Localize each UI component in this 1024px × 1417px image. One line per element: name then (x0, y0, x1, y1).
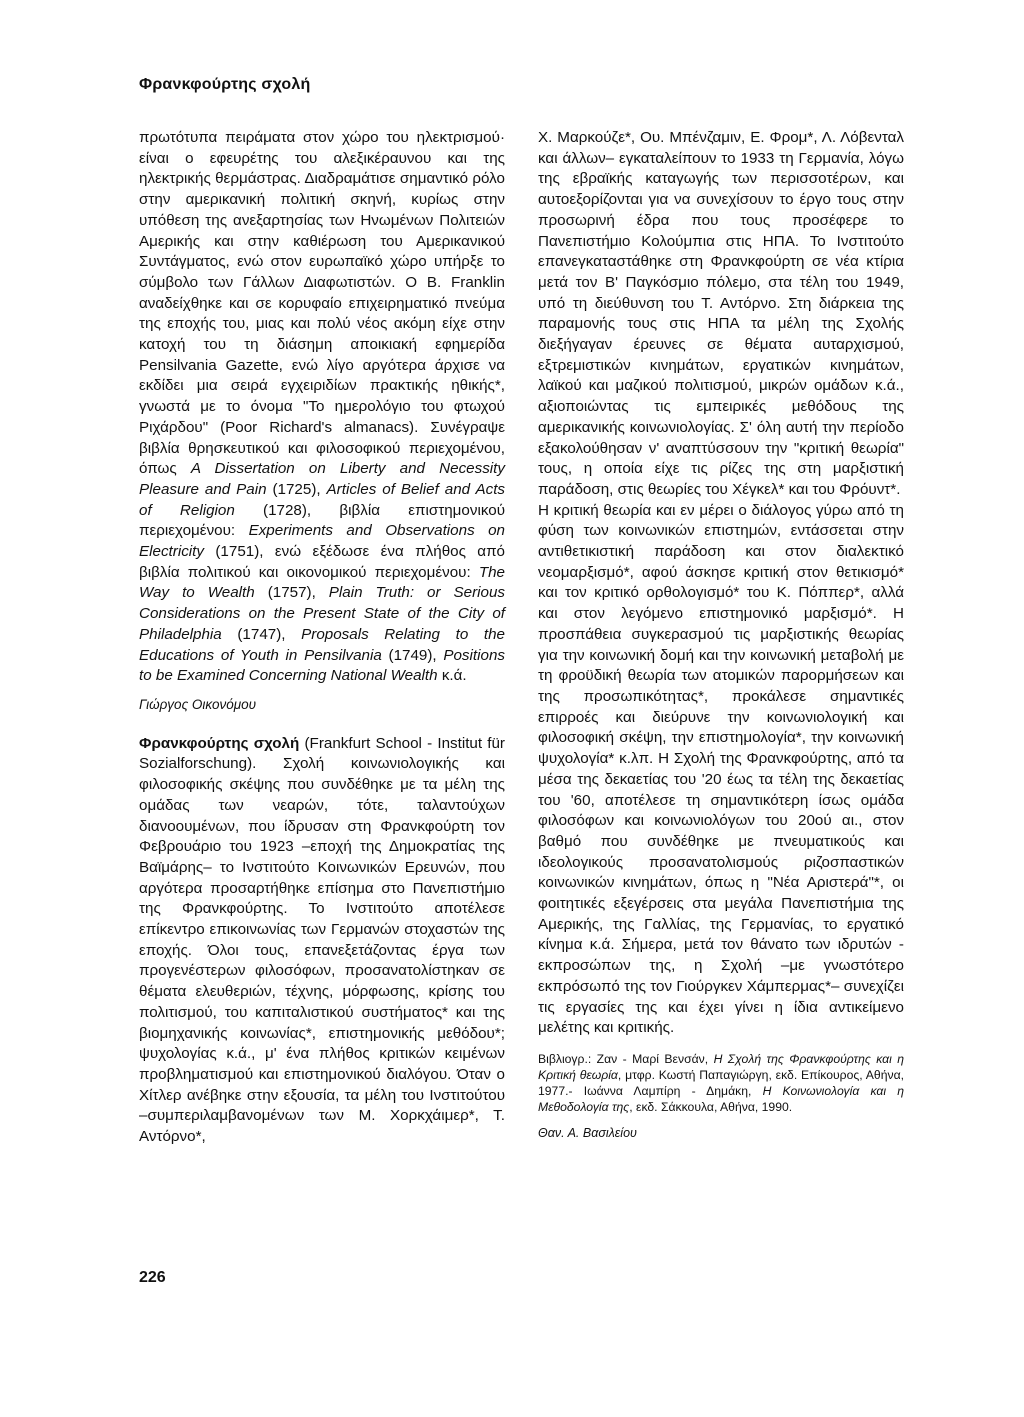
book-title: Proposals Relating to the Educations of Youth in Pensilvania (139, 625, 506, 664)
critical-theory-paragraph: Η κριτική θεωρία και εν μέρει ο διάλογος γύρω από τη φύση των κοινωνικών επιστημών, εντάσσεται στην αντιθετικιστική παράδοση και στον διαλεκτικό νεομαρξισμό*, αφού άσκησε κριτική στον θετικισμό* και τον κριτικό ορθολογισμό* του Κ. Πόππερ*, αλλά και στον λεγόμενο επιστημονικό μαρξισμό*. Η προσπάθεια συγκερασμού τις μαρξιστικής θεωρίας για την κοινωνική δομή και την κοινωνική μεταβολή με τη φροϋδική θεωρία των ατομικών παρορμήσεων και της προσωπικότητας*, προκάλεσε σημαντικές επιρροές και διεύρυνε την κοινωνιολογική και φιλοσοφική σκέψη, την επιστημολογία*, την κοινωνική ψυχολογία* κ.λπ. Η Σχολή της Φρανκφούρτης, από τα μέσα της δεκαετίας του '20 έως τα τέλη της δεκαετίας του '60, αποτέλεσε τη σημαντικότερη ίσως ομάδα φιλοσόφων και κοινωνιολόγων του 20ού αι., στον βαθμό που συνδέθηκε με πνευματικούς και ιδεολογικούς προσανατολισμούς ριζοσπαστικών κοινωνικών κινημάτων, όπως η "Νέα Αριστερά"*, οι φοιτητικές εξεγέρσεις στα μεγάλα Πανεπιστήμια της Αμερικής, της Γαλλίας, της Γερμανίας, το εργατικό κίνημα κ.ά. Σήμερα, μετά τον θάνατο των ιδρυτών - εκπροσώπων της, η Σχολή –με γνωστότερο εκπρόσωπό της τον Γιούργκεν Χάμπερμας*– συνεχίζει τις εργασίες της και έχει γίνει η ίδια αντικείμενο μελέτης και κριτικής. (538, 501, 904, 1037)
page-number: 226 (139, 1269, 166, 1286)
frankfurt-entry-continued: Χ. Μαρκούζε*, Ου. Μπένζαμιν, Ε. Φρομ*, Λ. Λόβενταλ και άλλων– εγκαταλείπουν το 1933 τη Γερμανία, λόγω της εβραϊκής καταγωγής των περισσοτέρων, και αυτοεξορίζονται για να συνεχίσουν το έργο τους στην προσωρινή έδρα που τους προσέφερε το Πανεπιστήμιο Κολούμπια στις ΗΠΑ. Το Ινστιτούτο επανεγκαταστάθηκε στη Φρανκφούρτη σε νέα κτίρια μετά τον Β' Παγκόσμιο πόλεμο, στα τέλη του 1949, υπό τη διεύθυνση του Τ. Αντόρνο. Στη διάρκεια της παραμονής τους στις ΗΠΑ τα μέλη της Σχολής διεξήγαγαν έρευνες σε θέματα αυταρχισμού, εξτρεμιστικών κινημάτων, εργατικών κινημάτων, λαϊκού και μαζικού πολιτισμού, μικρών ομάδων κ.ά., αξιοποιώντας τις εμπειρικές μεθόδους της αμερικανικής κοινωνιολογίας. Σ' όλη αυτή την περίοδο εξακολούθησαν ν' αναπτύσσουν την "κριτική θεωρία" τους, η οποία είχε τις ρίζες της στη μαρξιστική παράδοση, στις θεωρίες του Χέγκελ* και του Φρόυντ*. (538, 129, 904, 498)
entry-spacer (139, 716, 505, 734)
running-head: Φρανκφούρτης σχολή (139, 76, 311, 93)
book-title: Experiments and Observations on Electricity (139, 522, 505, 561)
frankfurt-entry-text: Φρανκφούρτης σχολή (Frankfurt School - Institut für Sozialforschung). Σχολή κοινωνιολογικής και φιλοσοφικής σκέψης που συνδέθηκε με τα μέλη της ομάδας των νεαρών, τότε, ταλαντούχων διανοουμένων, που ίδρυσαν στη Φρανκφούρτη τον Φεβρουάριο του 1923 –εποχή της Δημοκρατίας της Βαϊμάρης– το Ινστιτούτο Κοινωνικών Ερευνών, που αργότερα προσαρτήθηκε επίσημα στο Πανεπιστήμιο της Φρανκφούρτης. Το Ινστιτούτο αποτέλεσε επίκεντρο επικοινωνίας των Γερμανών στοχαστών της εποχής. Όλοι τους, επανεξετάζοντας έργα των προγενέστερων φιλοσόφων, προσανατολίστηκαν σε θέματα ελευθεριών, τέχνης, μόρφωσης, κρίσης του πολιτισμού, του καπιταλιστικού συστήματος* και της βιομηχανικής κοινωνίας*, επιστημονικής μεθόδου*; ψυχολογίας κ.ά., μ' ένα πλήθος κριτικών κειμένων προβληματισμού και επιστημονικού διαλόγου. Όταν ο Χίτλερ ανέβηκε στην εξουσία, τα μέλη του Ινστιτούτου –συμπεριλαμβανομένων των Μ. Χορκχάιμερ*, Τ. Αντόρνο*, (139, 734, 505, 1146)
franklin-entry-text: πρωτότυπα πειράματα στον χώρο του ηλεκτρισμού· είναι ο εφευρέτης του αλεξικέραυνου και της ηλεκτρικής θερμάστρας. Διαδραμάτισε σημαντικό ρόλο στην αμερικανική πολιτική σκηνή, κυρίως στην υπόθεση της ανεξαρτησίας των Ηνωμένων Πολιτειών Αμερικής και στην καθιέρωση του Αμερικανικού Συντάγματος, ενώ στον ευρωπαϊκό χώρο υπήρξε το σύμβολο των Γάλλων Διαφωτιστών. Ο Β. Franklin αναδείχθηκε και σε κορυφαίο επιχειρηματικό πνεύμα της εποχής του, μιας και πολύ νέος ακόμη είχε στην κατοχή του τη διάσημη αποικιακή εφημερίδα Pensilvania Gazette, ενώ λίγο αργότερα άρχισε να εκδίδει μια σειρά εγχειριδίων πρακτικής ηθικής*, γνωστά με το όνομα "Το ημερολόγιο του φτωχού Ριχάρδου" (Poor Richard's almanacs). Συνέγραψε βιβλία θρησκευτικού και φιλοσοφικού περιεχομένου, όπως A Dissertation on Liberty and Necessity Pleasure and Pain (1725), Articles of Belief and Acts of Religion (1728), βιβλία επιστημονικού περιεχομένου: Experiments and Observations on Electricity (1751), ενώ εξέδωσε ένα πλήθος από βιβλία πολιτικού και οικονομικού περιεχομένου: The Way to Wealth (1757), Plain Truth: or Serious Considerations on the Present State of the City of Philadelphia (1747), Proposals Relating to the Educations of Youth in Pensilvania (1749), Positions to be Examined Concerning National Wealth κ.ά. (139, 129, 506, 685)
entry-author: Γιώργος Οικονόμου (139, 696, 257, 712)
left-column (139, 128, 505, 1148)
biblio-title: Η Σχολή της Φρανκφούρτης και η Κριτική θεωρία (538, 1051, 904, 1082)
book-title: A Dissertation on Liberty and Necessity Pleasure and Pain (139, 460, 505, 498)
biblio-title: Η Κοινωνιολογία και η Μεθοδολογία της (538, 1083, 904, 1114)
book-title: Positions to be Examined Concerning National Wealth (139, 646, 505, 685)
book-title: Articles of Belief and Acts of Religion (139, 480, 506, 519)
entry-author: Θαν. Α. Βασιλείου (538, 1125, 637, 1140)
book-title: The Way to Wealth (139, 563, 505, 602)
book-title: Plain Truth: or Serious Considerations on the Present State of the City of Philadelphia (139, 584, 506, 643)
bibliography: Βιβλιογρ.: Ζαν - Μαρί Βενσάν, Η Σχολή της Φρανκφούρτης και η Κριτική θεωρία, μτφρ. Κωστή Παπαγιώργη, εκδ. Επίκουρος, Αθήνα, 1977.- Ιωάννα Λαμπίρη - Δημάκη, Η Κοινωνιολογία και η Μεθοδολογία της, εκδ. Σάκκουλα, Αθήνα, 1990. (538, 1051, 904, 1114)
right-column (538, 128, 904, 1144)
entry-headword: Φρανκφούρτης σχολή (139, 734, 300, 752)
